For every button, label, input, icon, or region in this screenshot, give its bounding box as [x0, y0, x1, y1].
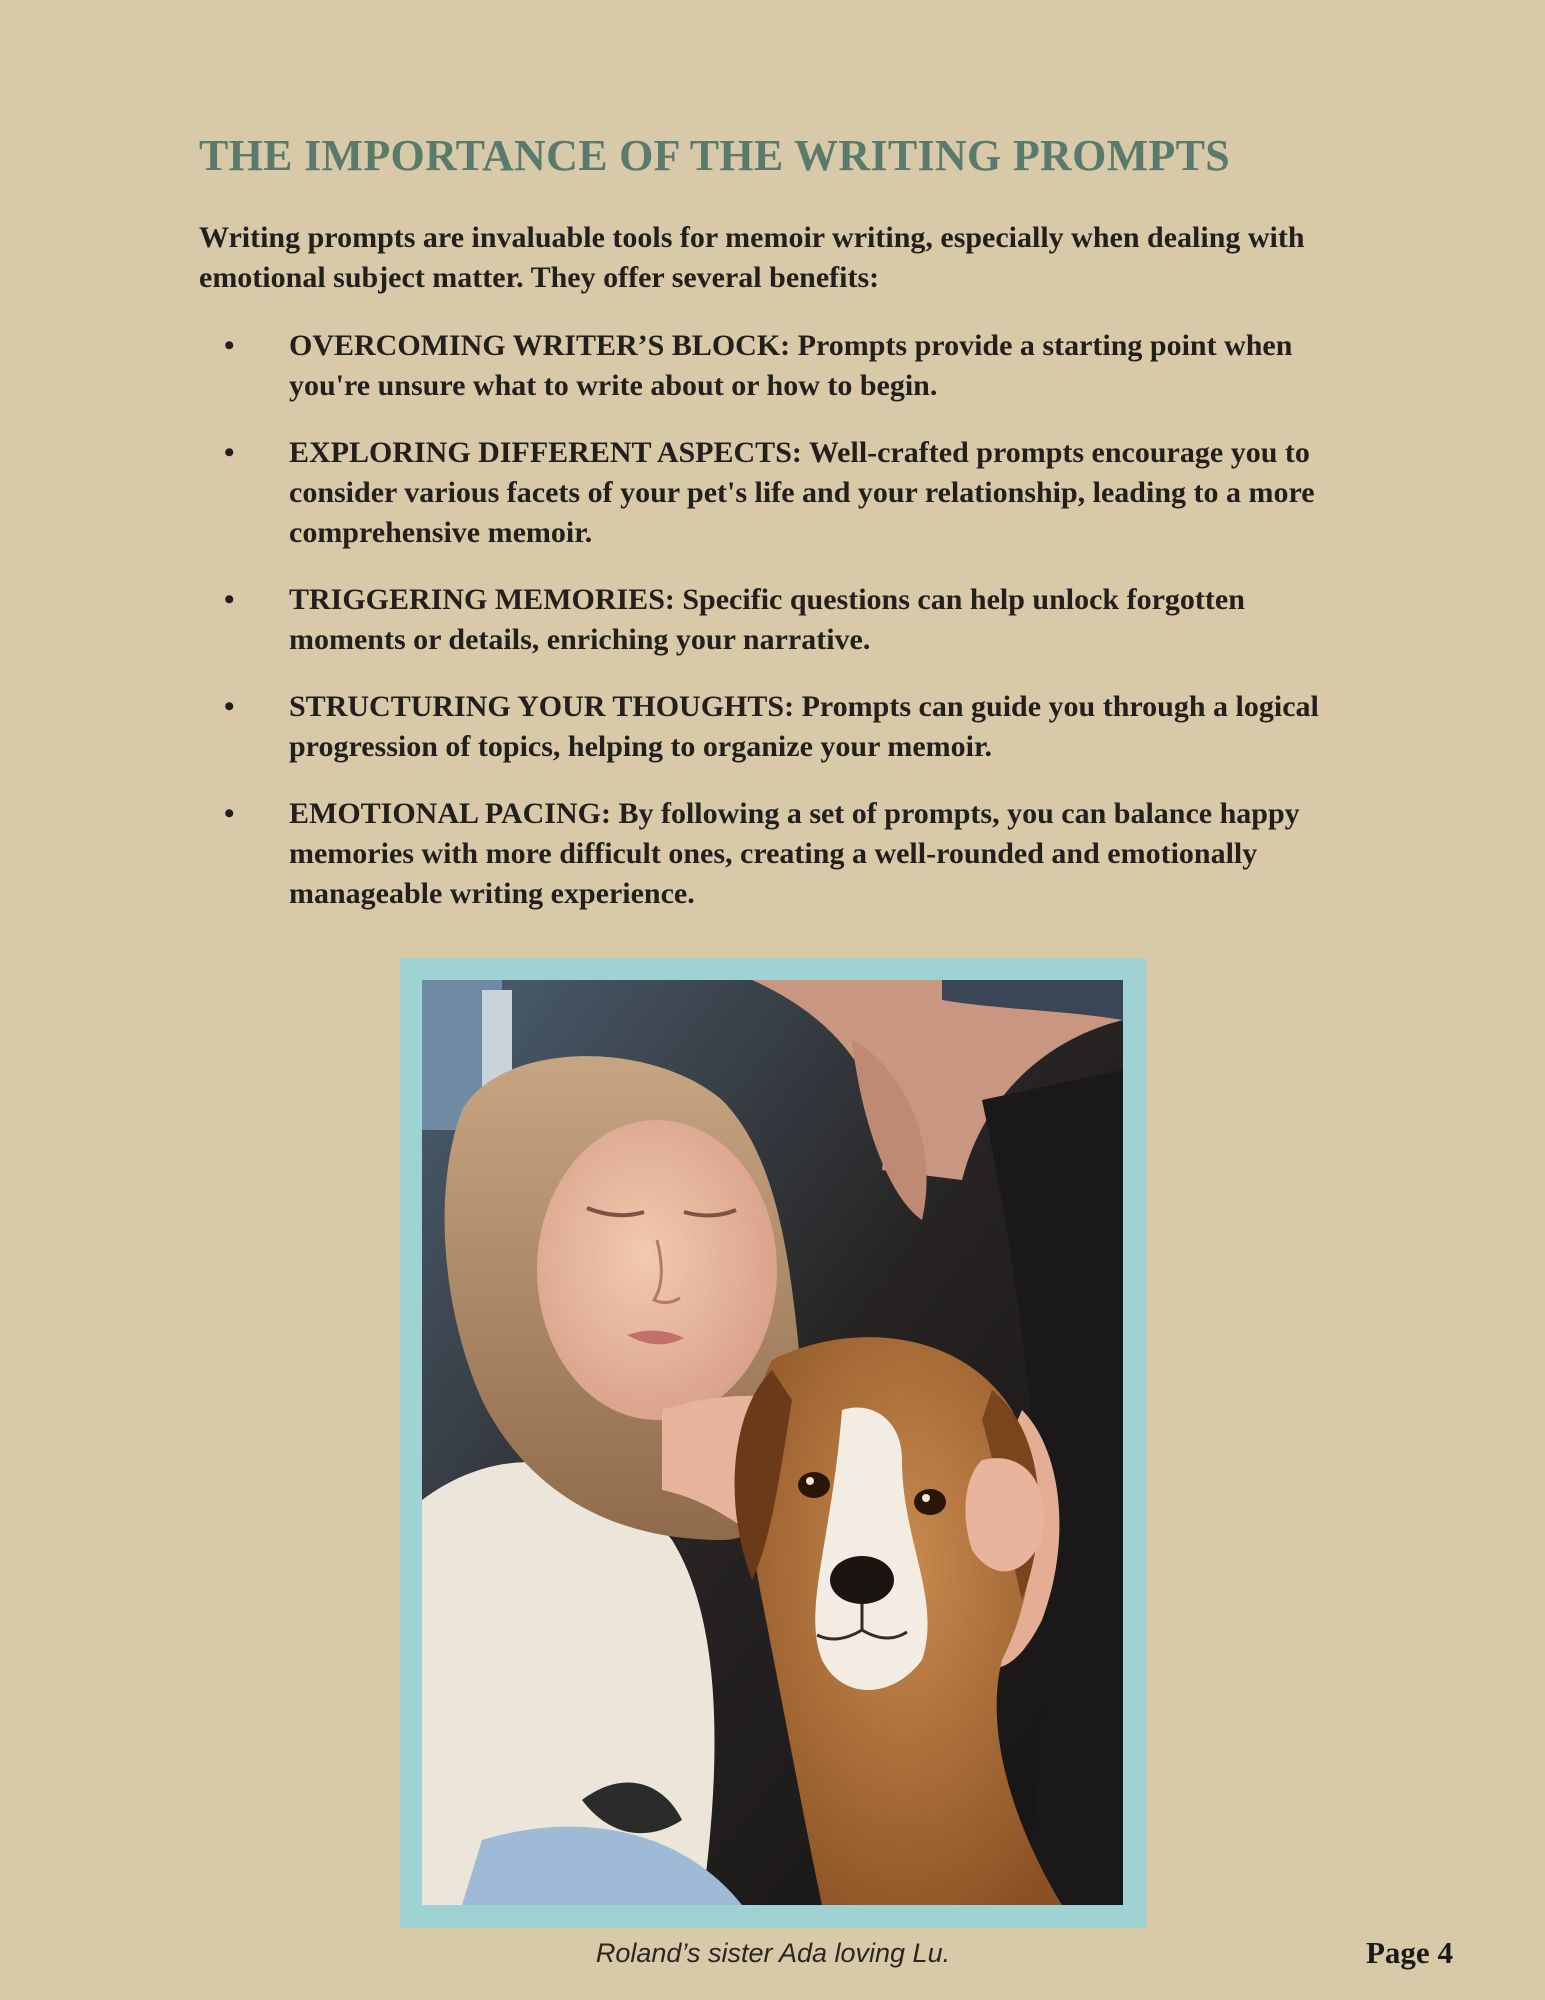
list-item-text: EMOTIONAL PACING: By following a set of prompts, you can balance happy memories with more difficult ones, creating a well-rounded and emotionally manageable writing experience. [289, 797, 1300, 910]
bullet-icon: • [224, 583, 235, 616]
bullet-icon: • [224, 690, 235, 723]
page-number: Page 4 [1366, 1935, 1453, 1970]
list-item [199, 326, 1369, 406]
list-item [199, 794, 1369, 914]
list-item-text: STRUCTURING YOUR THOUGHTS: Prompts can guide you through a logical progression of topics, helping to organize your memoir. [289, 690, 1319, 763]
intro-paragraph: Writing prompts are invaluable tools for memoir writing, especially when dealing with emotional subject matter. They offer several benefits: [199, 221, 1305, 294]
list-item [199, 580, 1369, 660]
photo-girl-hugging-beagle [422, 980, 1123, 1905]
bullet-icon: • [224, 797, 235, 830]
list-item-text: OVERCOMING WRITER’S BLOCK: Prompts provide a starting point when you're unsure what to write about or how to begin. [289, 329, 1293, 402]
page-title: THE IMPORTANCE OF THE WRITING PROMPTS [199, 131, 1231, 180]
list-item [199, 433, 1369, 553]
benefits-list [199, 326, 1369, 941]
photo-illustration [422, 980, 1123, 1905]
list-item [199, 687, 1369, 767]
bullet-icon: • [224, 436, 235, 469]
photo-caption: Roland’s sister Ada loving Lu. [595, 1938, 951, 1968]
photo-frame [400, 958, 1146, 1928]
list-item-text: TRIGGERING MEMORIES: Specific questions can help unlock forgotten moments or details, enriching your narrative. [289, 583, 1245, 656]
list-item-text: EXPLORING DIFFERENT ASPECTS: Well-crafted prompts encourage you to consider various facets of your pet's life and your relationship, leading to a more comprehensive memoir. [289, 436, 1315, 549]
bullet-icon: • [224, 329, 235, 362]
